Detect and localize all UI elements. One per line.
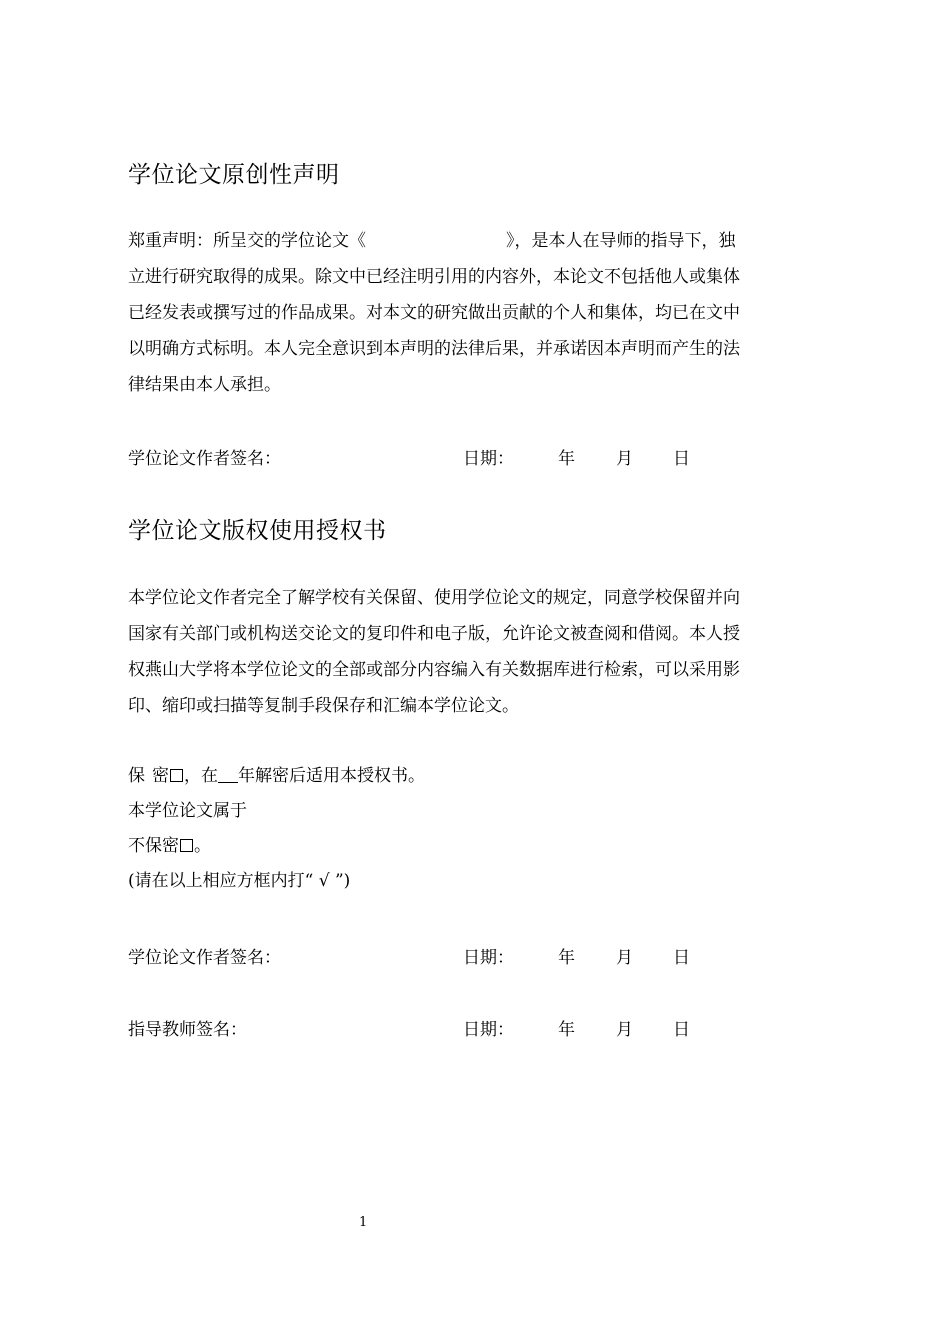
authorization-heading: 学位论文版权使用授权书 xyxy=(128,518,387,544)
not-secret-option-line xyxy=(128,835,211,857)
secret-option-line xyxy=(128,765,425,787)
secret-char-2: 密 xyxy=(152,766,169,786)
declaration-paragraph-line-3: 已经发表或撰写过的作品成果。对本文的研究做出贡献的个人和集体，均已在文中 xyxy=(128,303,740,323)
not-secret-label: 不保密 xyxy=(128,836,179,856)
declaration-line1-post: 》，是本人在导师的指导下，独 xyxy=(506,231,736,251)
declaration-day-label: 日 xyxy=(673,449,690,469)
authorization-paragraph-line-2: 国家有关部门或机构送交论文的复印件和电子版，允许论文被查阅和借阅。本人授 xyxy=(128,624,740,644)
advisor-year-label: 年 xyxy=(558,1020,575,1040)
authorization-author-year-label: 年 xyxy=(558,948,575,968)
declaration-paragraph-line-2: 立进行研究取得的成果。除文中已经注明引用的内容外，本论文不包括他人或集体 xyxy=(128,267,740,287)
authorization-author-date-label: 日期： xyxy=(463,948,514,968)
checkmark-instruction: (请在以上相应方框内打“ √ ”) xyxy=(128,871,351,891)
page-number: 1 xyxy=(359,1215,368,1230)
authorization-author-day-label: 日 xyxy=(673,948,690,968)
belongs-label: 本学位论文属于 xyxy=(128,801,247,821)
declaration-paragraph-line-1 xyxy=(128,230,736,252)
declaration-author-signature-label: 学位论文作者签名： xyxy=(128,449,281,469)
advisor-month-label: 月 xyxy=(616,1020,633,1040)
authorization-paragraph-line-1: 本学位论文作者完全了解学校有关保留、使用学位论文的规定，同意学校保留并向 xyxy=(128,588,740,608)
secret-char-1: 保 xyxy=(128,766,145,786)
declaration-paragraph-line-4: 以明确方式标明。本人完全意识到本声明的法律后果，并承诺因本声明而产生的法 xyxy=(128,339,740,359)
declaration-date-label: 日期： xyxy=(463,449,514,469)
authorization-author-month-label: 月 xyxy=(616,948,633,968)
secret-mid-text: ，在 xyxy=(184,766,218,786)
declaration-line1-pre: 郑重声明：所呈交的学位论文《 xyxy=(128,231,366,251)
declaration-year-label: 年 xyxy=(558,449,575,469)
declaration-paragraph-line-5: 律结果由本人承担。 xyxy=(128,375,281,395)
authorization-paragraph-line-3: 权燕山大学将本学位论文的全部或部分内容编入有关数据库进行检索，可以采用影 xyxy=(128,660,740,680)
advisor-day-label: 日 xyxy=(673,1020,690,1040)
not-secret-checkbox[interactable] xyxy=(180,839,193,852)
declassify-year-blank[interactable] xyxy=(218,768,238,783)
authorization-paragraph-line-4: 印、缩印或扫描等复制手段保存和汇编本学位论文。 xyxy=(128,696,519,716)
secret-checkbox[interactable] xyxy=(170,769,183,782)
not-secret-period: 。 xyxy=(194,836,211,856)
advisor-date-label: 日期： xyxy=(463,1020,514,1040)
authorization-author-signature-label: 学位论文作者签名： xyxy=(128,948,281,968)
declaration-heading: 学位论文原创性声明 xyxy=(128,162,340,188)
advisor-signature-label: 指导教师签名： xyxy=(128,1020,247,1040)
declaration-month-label: 月 xyxy=(616,449,633,469)
secret-post-text: 年解密后适用本授权书。 xyxy=(238,766,425,786)
